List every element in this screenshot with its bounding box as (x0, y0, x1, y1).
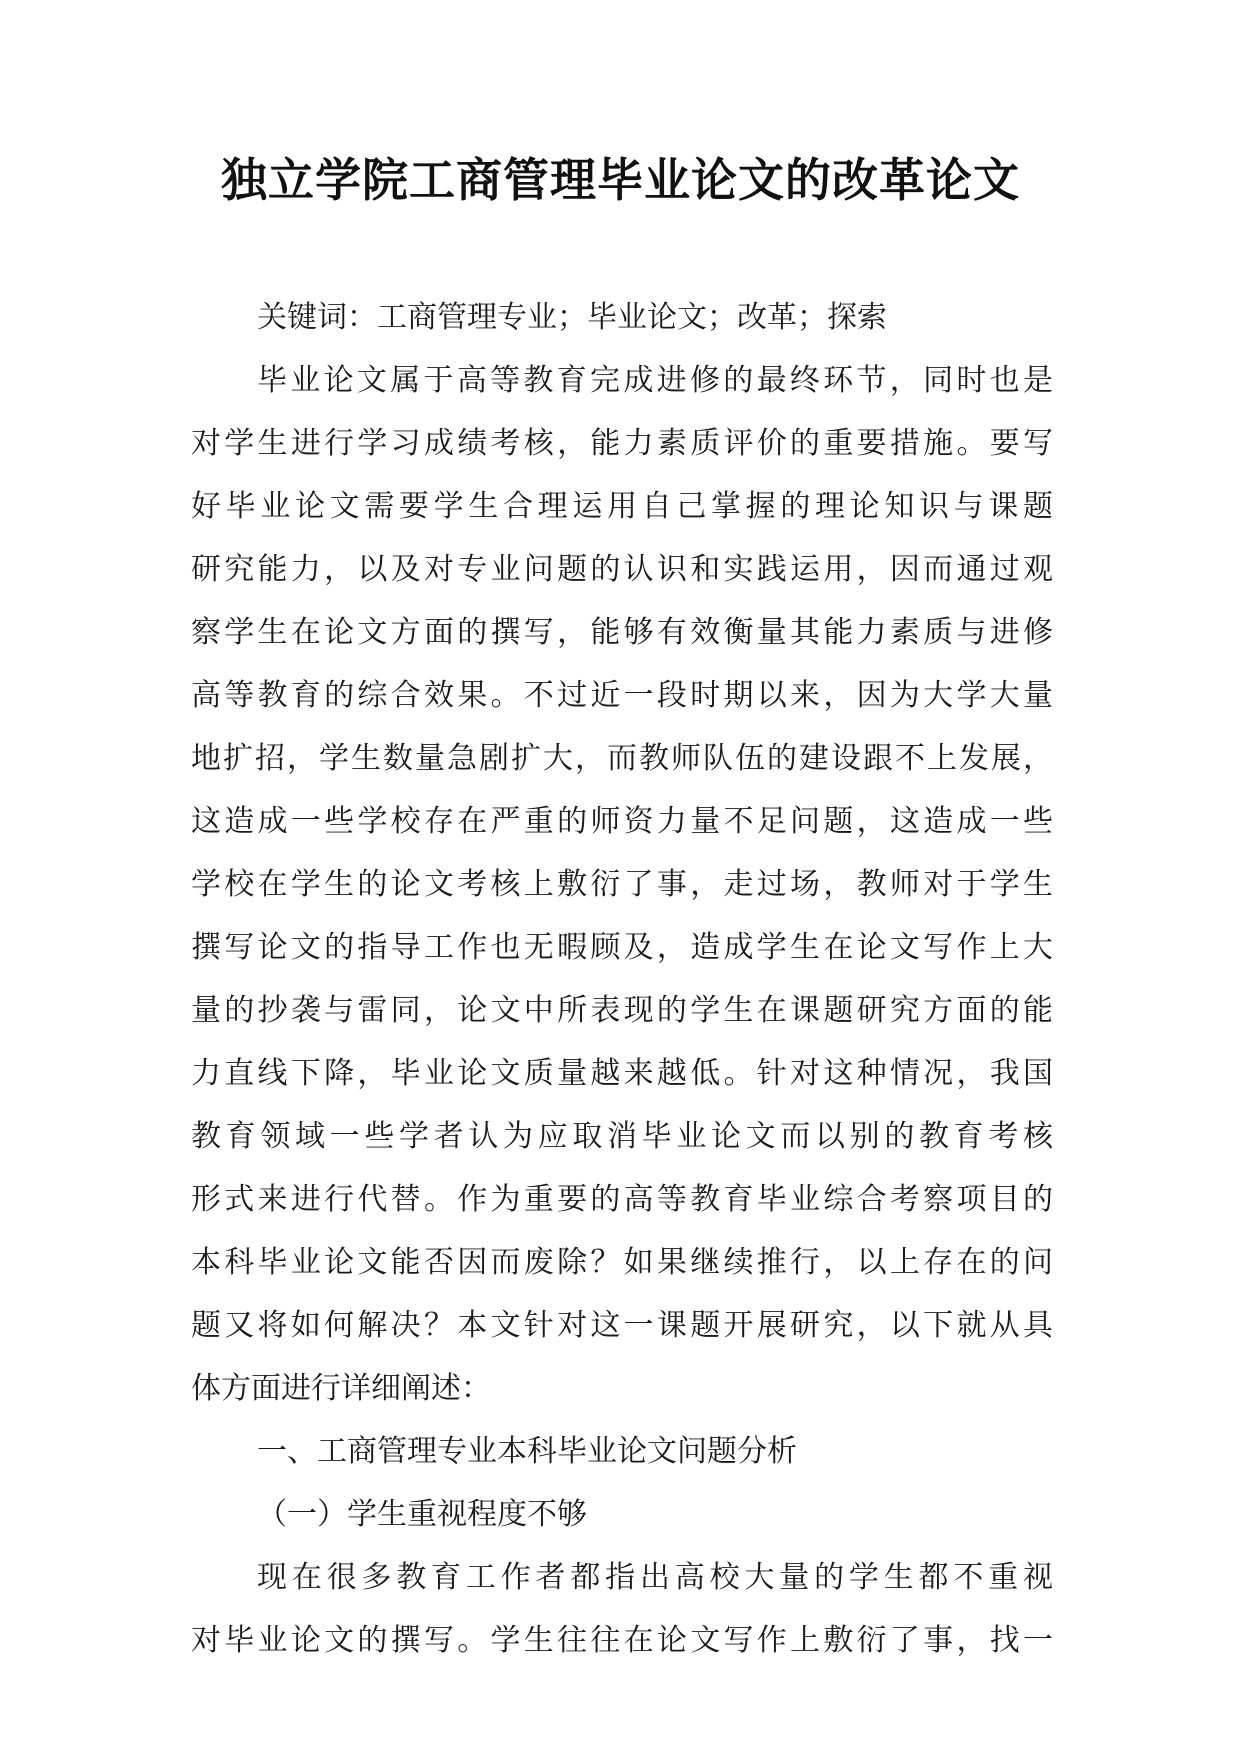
document-title: 独立学院工商管理毕业论文的改革论文 (221, 153, 1020, 207)
text-line: 一、工商管理专业本科毕业论文问题分析 (257, 1434, 797, 1469)
text-line: 教育领域一些学者认为应取消毕业论文而以别的教育考核 (191, 1119, 1053, 1154)
text-line: 对毕业论文的撰写。学生往往在论文写作上敷衍了事，找一 (191, 1623, 1053, 1658)
text-line: 毕业论文属于高等教育完成进修的最终环节，同时也是 (257, 363, 1053, 398)
text-line: 这造成一些学校存在严重的师资力量不足问题，这造成一些 (191, 804, 1053, 839)
text-line: 高等教育的综合效果。不过近一段时期以来，因为大学大量 (191, 678, 1053, 713)
text-line: 量的抄袭与雷同，论文中所表现的学生在课题研究方面的能 (191, 993, 1053, 1028)
text-line: 形式来进行代替。作为重要的高等教育毕业综合考察项目的 (191, 1182, 1053, 1217)
text-line: 本科毕业论文能否因而废除？如果继续推行，以上存在的问 (191, 1245, 1053, 1280)
text-line: 题又将如何解决？本文针对这一课题开展研究，以下就从具 (191, 1308, 1053, 1343)
text-line: 体方面进行详细阐述： (191, 1371, 491, 1406)
text-line: （一）学生重视程度不够 (257, 1497, 587, 1532)
text-line: 对学生进行学习成绩考核，能力素质评价的重要措施。要写 (191, 426, 1053, 461)
text-line: 撰写论文的指导工作也无暇顾及，造成学生在论文写作上大 (191, 930, 1053, 965)
text-line: 研究能力，以及对专业问题的认识和实践运用，因而通过观 (191, 552, 1053, 587)
text-line: 察学生在论文方面的撰写，能够有效衡量其能力素质与进修 (191, 615, 1053, 650)
document-body (191, 286, 1053, 1672)
text-line: 关键词：工商管理专业；毕业论文；改革；探索 (257, 300, 887, 335)
text-line: 力直线下降，毕业论文质量越来越低。针对这种情况，我国 (191, 1056, 1053, 1091)
text-line: 好毕业论文需要学生合理运用自己掌握的理论知识与课题 (191, 489, 1053, 524)
text-line: 学校在学生的论文考核上敷衍了事，走过场，教师对于学生 (191, 867, 1053, 902)
text-line: 地扩招，学生数量急剧扩大，而教师队伍的建设跟不上发展， (191, 741, 1053, 776)
text-line: 现在很多教育工作者都指出高校大量的学生都不重视 (257, 1560, 1053, 1595)
